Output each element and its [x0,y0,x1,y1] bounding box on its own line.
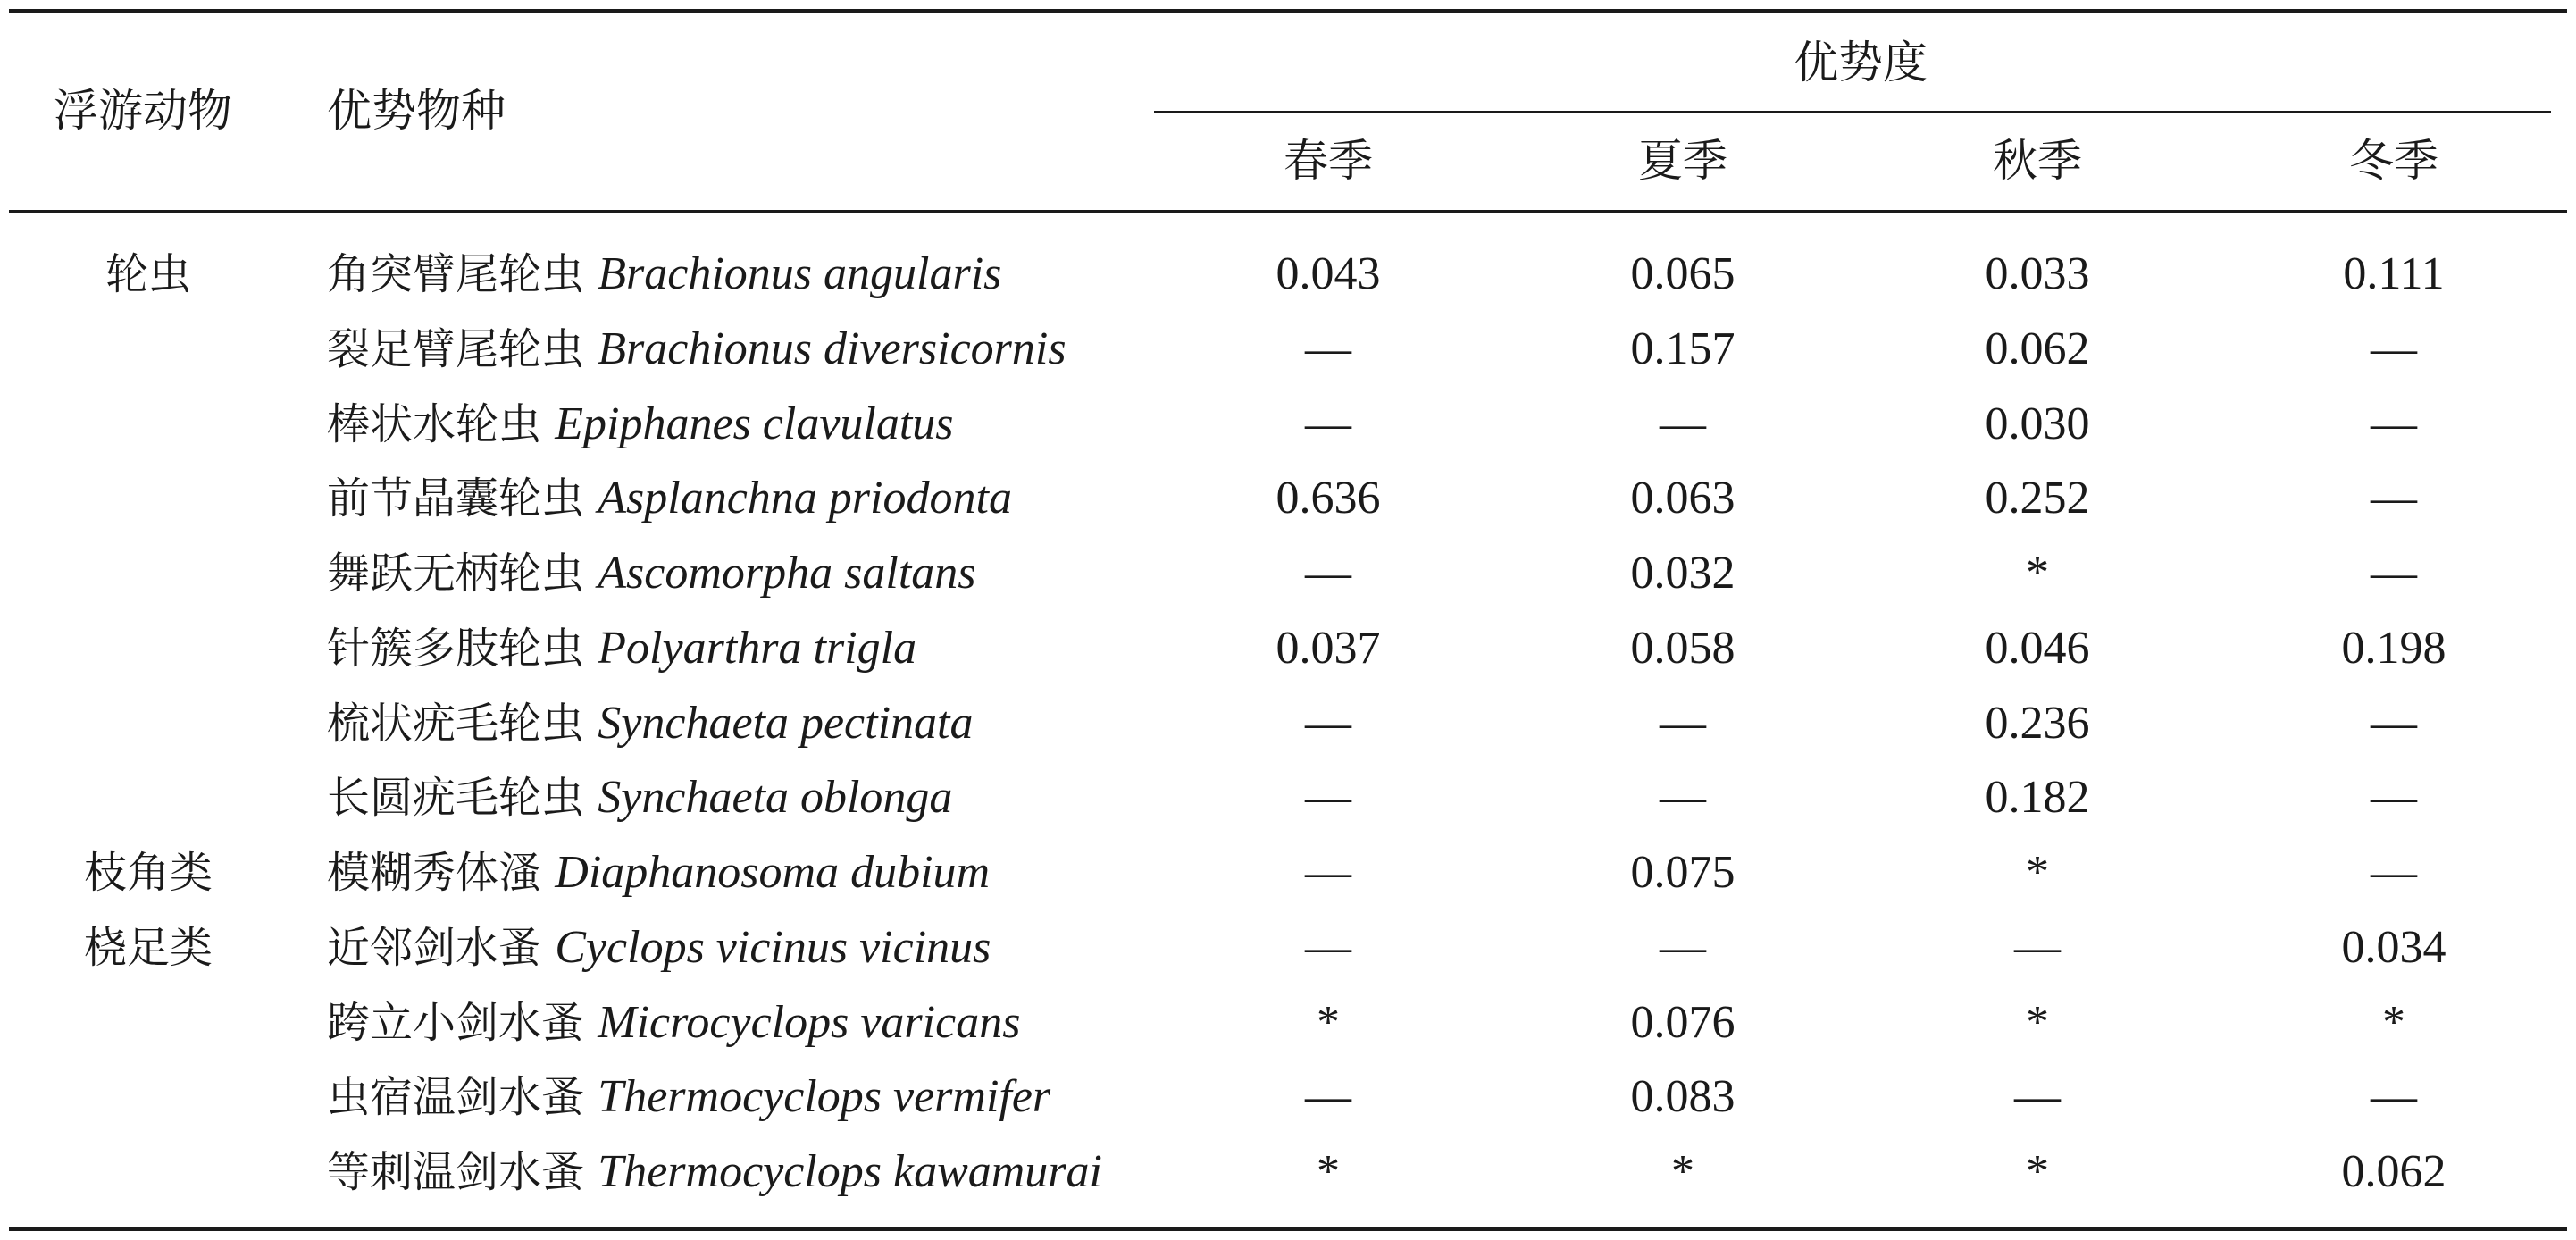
species-cell [327,996,1020,1050]
dominance-value-summer: 0.058 [1630,623,1735,674]
species-scientific-name: Thermocyclops kawamurai [598,1146,1102,1197]
dominance-value-spring: — [1305,922,1351,973]
dominance-value-autumn: * [2026,847,2049,898]
group-label: 枝角类 [83,848,213,898]
header-summer: 夏季 [1638,135,1727,187]
dominance-value-winter: — [2371,473,2417,524]
species-scientific-name: Thermocyclops vermifer [598,1071,1051,1122]
dominance-value-spring: — [1305,323,1351,374]
species-cell [327,1070,1050,1124]
dominance-value-summer: 0.075 [1630,847,1735,898]
species-cell [327,247,1001,301]
dominance-value-autumn: — [2014,1071,2061,1122]
dominance-value-summer: 0.157 [1630,323,1735,374]
species-chinese-name: 前节晶囊轮虫 [327,473,585,524]
dominance-value-summer: — [1660,398,1706,449]
dominance-value-autumn: * [2026,1146,2049,1197]
species-scientific-name: Cyclops vicinus vicinus [555,922,991,973]
species-cell [327,398,954,451]
dominance-value-winter: 0.111 [2343,248,2445,299]
species-scientific-name: Diaphanosoma dubium [555,847,991,898]
species-cell [327,547,976,600]
species-cell [327,323,1066,376]
species-chinese-name: 舞跃无柄轮虫 [327,549,585,599]
dominance-value-summer: 0.065 [1630,248,1735,299]
species-cell [327,472,1012,525]
dominance-value-summer: 0.063 [1630,473,1735,524]
dominance-value-summer: — [1660,772,1706,823]
species-chinese-name: 针簇多肢轮虫 [327,624,585,674]
dominance-value-summer: 0.032 [1630,548,1735,599]
dominance-value-autumn: 0.046 [1985,623,2090,674]
dominance-value-winter: — [2371,698,2417,749]
dominance-value-autumn: * [2026,997,2049,1048]
dominance-value-spring: — [1305,847,1351,898]
dominance-value-spring: * [1317,997,1340,1048]
species-scientific-name: Epiphanes clavulatus [555,398,954,449]
dominance-value-winter: 0.198 [2341,623,2446,674]
header-group: 浮游动物 [54,85,232,137]
dominance-value-winter: — [2371,847,2417,898]
dominance-value-winter: — [2371,398,2417,449]
species-chinese-name: 虫宿温剑水蚤 [327,1072,585,1122]
header-spring: 春季 [1284,135,1373,187]
species-chinese-name: 等刺温剑水蚤 [327,1147,585,1197]
species-scientific-name: Microcyclops varicans [598,997,1021,1048]
species-cell [327,1145,1102,1199]
header-autumn: 秋季 [1993,135,2082,187]
species-scientific-name: Synchaeta pectinata [598,698,974,749]
bottom-rule [9,1227,2567,1231]
species-scientific-name: Ascomorpha saltans [598,548,976,599]
dominance-value-summer: 0.083 [1630,1071,1735,1122]
dominance-value-spring: — [1305,1071,1351,1122]
species-chinese-name: 角突臂尾轮虫 [327,249,585,299]
header-rule [9,210,2567,213]
species-chinese-name: 裂足臂尾轮虫 [327,324,585,374]
dominance-value-autumn: 0.252 [1985,473,2090,524]
dominance-value-winter: — [2371,1071,2417,1122]
dominance-value-autumn: 0.030 [1985,398,2090,449]
dominance-value-spring: — [1305,772,1351,823]
dominance-value-winter: 0.062 [2341,1146,2446,1197]
header-species: 优势物种 [327,85,506,137]
header-winter: 冬季 [2349,135,2438,187]
species-scientific-name: Synchaeta oblonga [598,772,953,823]
species-cell [327,622,916,675]
dominance-value-autumn: 0.182 [1985,772,2090,823]
species-chinese-name: 棒状水轮虫 [327,399,542,449]
top-rule [9,9,2567,13]
dominance-value-autumn: — [2014,922,2061,973]
dominance-value-spring: 0.037 [1275,623,1381,674]
dominance-subrule [1154,111,2551,113]
species-cell [327,697,973,750]
dominance-value-spring: — [1305,698,1351,749]
dominance-value-spring: — [1305,548,1351,599]
species-scientific-name: Brachionus diversicornis [598,323,1066,374]
dominance-value-summer: 0.076 [1630,997,1735,1048]
species-cell [327,846,990,900]
dominance-value-autumn: 0.062 [1985,323,2090,374]
dominance-value-summer: * [1671,1146,1694,1197]
dominance-value-winter: * [2382,997,2405,1048]
dominance-value-winter: — [2371,772,2417,823]
species-scientific-name: Asplanchna priodonta [598,473,1012,524]
dominance-value-winter: — [2371,323,2417,374]
species-chinese-name: 跨立小剑水蚤 [327,998,585,1048]
dominance-value-winter: 0.034 [2341,922,2446,973]
header-dominance: 优势度 [1794,37,1928,88]
dominance-value-autumn: 0.236 [1985,698,2090,749]
species-cell [327,771,952,825]
dominance-value-spring: * [1317,1146,1340,1197]
species-chinese-name: 近邻剑水蚤 [327,923,542,973]
dominance-value-spring: 0.636 [1275,473,1381,524]
group-label: 轮虫 [105,249,192,299]
dominance-value-summer: — [1660,922,1706,973]
species-chinese-name: 长圆疣毛轮虫 [327,773,585,823]
dominance-value-autumn: 0.033 [1985,248,2090,299]
dominance-value-spring: — [1305,398,1351,449]
species-cell [327,921,991,975]
species-scientific-name: Polyarthra trigla [598,623,917,674]
species-chinese-name: 梳状疣毛轮虫 [327,699,585,749]
dominance-value-spring: 0.043 [1275,248,1381,299]
dominance-value-autumn: * [2026,548,2049,599]
dominance-value-winter: — [2371,548,2417,599]
dominance-value-summer: — [1660,698,1706,749]
species-scientific-name: Brachionus angularis [598,248,1002,299]
group-label: 桡足类 [83,923,213,973]
species-chinese-name: 模糊秀体溞 [327,848,542,898]
